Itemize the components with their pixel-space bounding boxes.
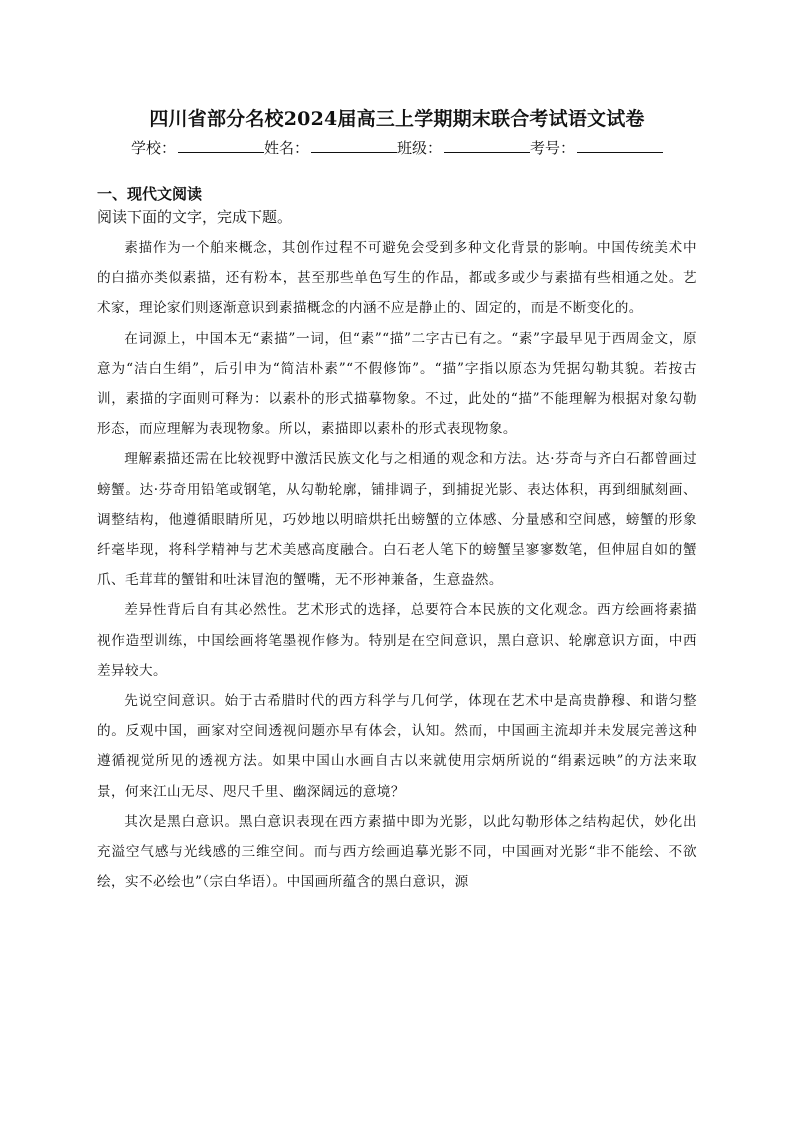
school-blank[interactable]: [178, 136, 264, 153]
paragraph: 理解素描还需在比较视野中激活民族文化与之相通的观念和方法。达·芬奇与齐白石都曾画过螃蟹。达·芬奇用铅笔或钢笔，从勾勒轮廓，铺排调子，到捕捉光影、表达体积，再到细腻刻画、调整结构，他遵循眼睛所见，巧妙地以明暗烘托出螃蟹的立体感、分量感和空间感，螃蟹的形象纤毫毕现，将科学精神与艺术美感高度融合。白石老人笔下的螃蟹呈寥寥数笔，但伸屈自如的蟹爪、毛茸茸的蟹钳和吐沫冒泡的蟹嘴，无不形神兼备，生意盎然。: [97, 451, 697, 589]
paragraph: 先说空间意识。始于古希腊时代的西方科学与几何学，体现在艺术中是高贵静穆、和谐匀整的。反观中国，画家对空间透视问题亦早有体会，认知。然而，中国画主流却并未发展完善这种遵循视觉所见的透视方法。如果中国山水画自古以来就使用宗炳所说的“绢素远映”的方法来取景，何来江山无尽、咫尺千里、幽深阔远的意境？: [97, 693, 697, 800]
section-heading: 一、现代文阅读: [97, 185, 203, 203]
exam-number-label: 考号：: [530, 139, 576, 157]
exam-number-blank[interactable]: [577, 136, 663, 153]
school-field: [131, 136, 264, 158]
exam-number-field: [530, 136, 663, 158]
class-label: 班级：: [397, 139, 443, 157]
school-label: 学校：: [130, 139, 176, 157]
class-field: [397, 136, 530, 158]
exam-title: 四川省部分名校2024届高三上学期期末联合考试语文试卷: [149, 108, 645, 130]
class-blank[interactable]: [444, 136, 530, 153]
reading-passage: [97, 233, 697, 897]
name-field: [264, 136, 397, 158]
name-blank[interactable]: [311, 136, 397, 153]
paragraph: 差异性背后自有其必然性。艺术形式的选择，总要符合本民族的文化观念。西方绘画将素描视作造型训练，中国绘画将笔墨视作修为。特别是在空间意识，黑白意识、轮廓意识方面，中西差异较大。: [97, 602, 697, 679]
reading-instruction: 阅读下面的文字，完成下题。: [97, 208, 293, 226]
paragraph: 其次是黑白意识。黑白意识表现在西方素描中即为光影，以此勾勒形体之结构起伏，妙化出充溢空气感与光线感的三维空间。而与西方绘画追摹光影不同，中国画对光影“非不能绘、不欲绘，实不必绘也”（宗白华语）。中国画所蕴含的黑白意识，源: [97, 813, 697, 891]
name-label: 姓名：: [263, 139, 309, 157]
student-info-line: [0, 136, 794, 158]
paragraph: 在词源上，中国本无“素描”一词，但“素”“描”二字古已有之。“素”字最早见于西周金文，原意为“洁白生绢”，后引申为“简洁朴素”“不假修饰”。“描”字指以原态为凭据勾勒其貌。若按古训，素描的字面则可释为：以素朴的形式描摹物象。不过，此处的“描”不能理解为根据对象勾勒形态，而应理解为表现物象。所以，素描即以素朴的形式表现物象。: [97, 330, 697, 438]
paragraph: 素描作为一个舶来概念，其创作过程不可避免会受到多种文化背景的影响。中国传统美术中的白描亦类似素描，还有粉本，甚至那些单色写生的作品，都或多或少与素描有些相通之处。艺术家，理论家们则逐渐意识到素描概念的内涵不应是静止的、固定的，而是不断变化的。: [97, 240, 697, 317]
